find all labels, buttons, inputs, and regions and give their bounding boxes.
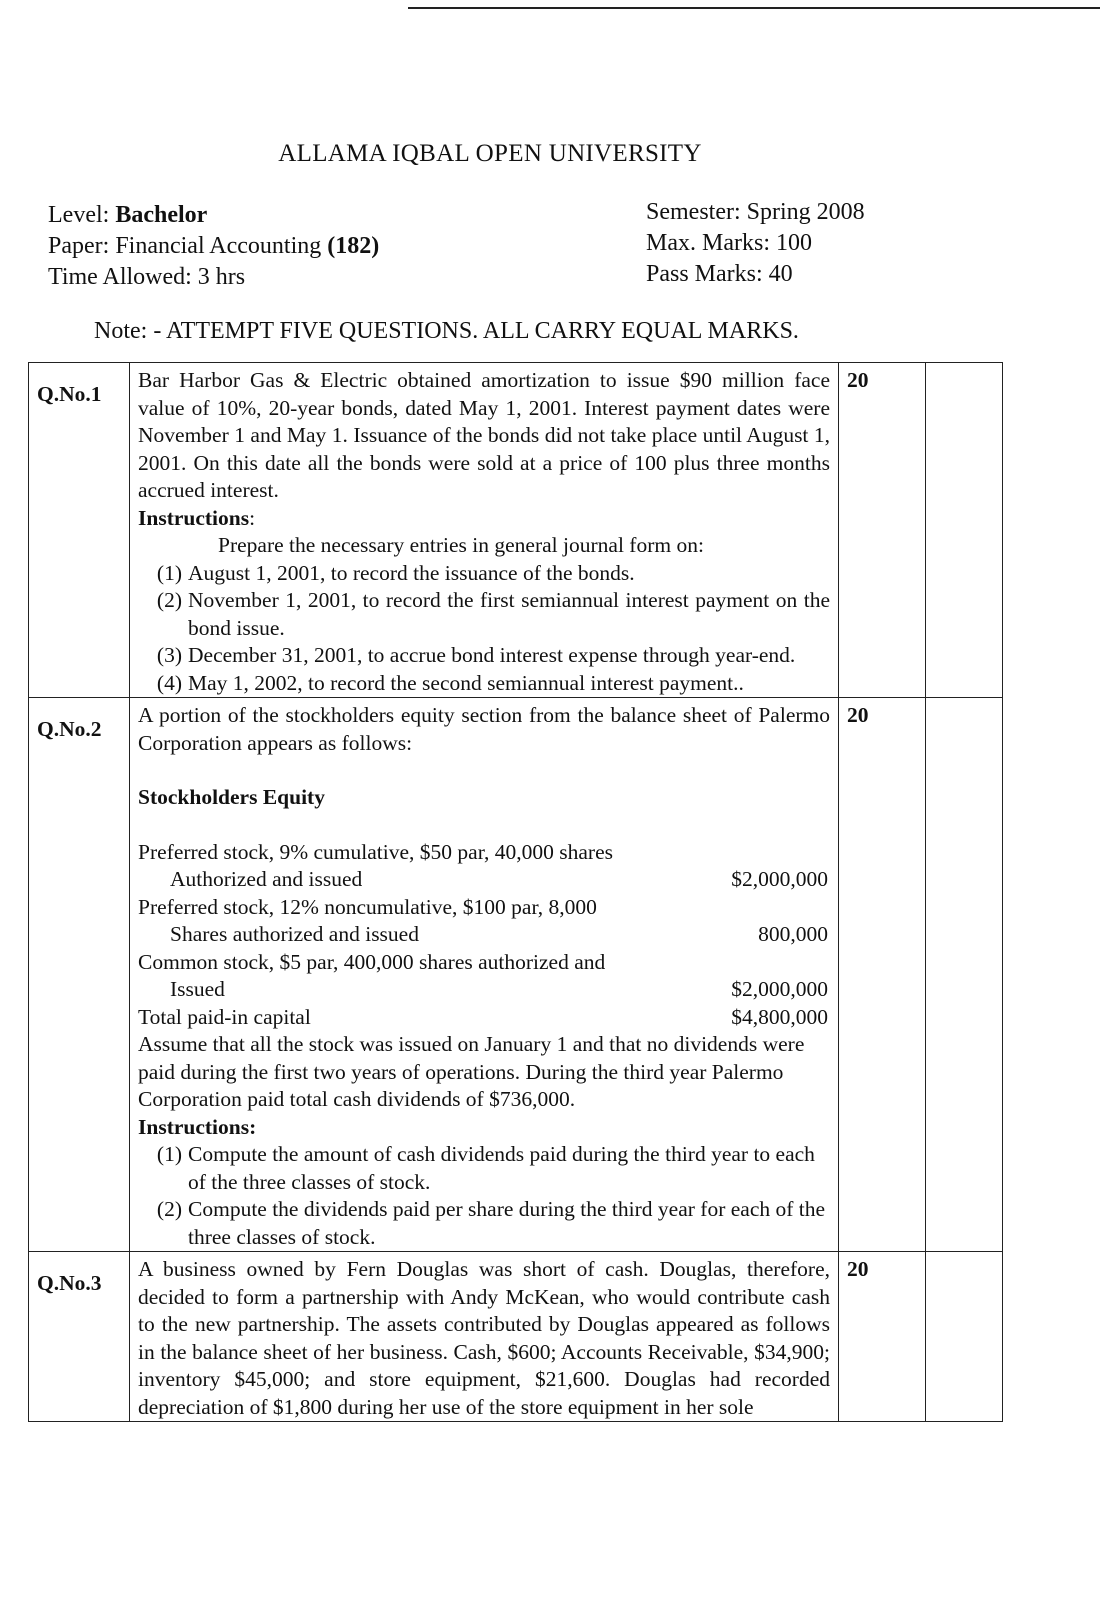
question-number: Q.No.3	[29, 1252, 130, 1422]
instructions-lead: Prepare the necessary entries in general journal form on:	[218, 533, 704, 557]
instruction-list	[138, 1141, 830, 1251]
paper-code: (182)	[327, 233, 380, 259]
equity-table	[138, 839, 830, 1032]
question-marks: 20	[839, 698, 926, 1252]
equity-row: Preferred stock, 9% cumulative, $50 par, 40,000 shares Authorized and issued $2,000,000	[138, 839, 828, 891]
question-row	[29, 698, 1003, 1252]
university-title: ALLAMA IQBAL OPEN UNIVERSITY	[278, 140, 702, 167]
list-item: (3) December 31, 2001, to accrue bond interest expense through year-end.	[156, 643, 796, 667]
list-item: (1) Compute the amount of cash dividends paid during the third year to each of the three classes of stock.	[156, 1142, 815, 1194]
question-body	[130, 363, 839, 698]
top-rule	[408, 7, 1100, 9]
question-body	[130, 1252, 839, 1422]
list-item: (4) May 1, 2002, to record the second semiannual interest payment..	[156, 670, 744, 695]
list-item: (2) November 1, 2001, to record the first semiannual interest payment on the bond issue.	[156, 588, 830, 640]
level-value: Bachelor	[115, 202, 208, 228]
list-item: (1) August 1, 2001, to record the issuance of the bonds.	[156, 560, 635, 585]
question-number: Q.No.2	[29, 698, 130, 1252]
instruction-list	[138, 560, 830, 698]
exam-meta-left	[48, 200, 379, 293]
instructions-heading: Instructions:	[138, 505, 256, 530]
equity-row: Common stock, $5 par, 400,000 shares authorized and Issued $2,000,000	[138, 949, 828, 1001]
question-row	[29, 1252, 1003, 1422]
instructions-heading: Instructions:	[138, 1114, 257, 1139]
question-marks: 20	[839, 1252, 926, 1422]
paper-line: Paper: Financial Accounting (182)	[48, 233, 380, 259]
section-title: Stockholders Equity	[138, 785, 325, 809]
question-row	[29, 363, 1003, 698]
question-body	[130, 698, 839, 1252]
equity-row: Preferred stock, 12% noncumulative, $100 par, 8,000 Shares authorized and issued 800,000	[138, 894, 828, 946]
exam-note: Note: - ATTEMPT FIVE QUESTIONS. ALL CARRY EQUAL MARKS.	[94, 318, 799, 344]
exam-meta-right	[646, 197, 865, 290]
max-marks: Max. Marks: 100	[646, 230, 812, 256]
question-text: A business owned by Fern Douglas was short of cash. Douglas, therefore, decided to form a partnership with Andy McKean, who would contribute cash to the new partnership. The assets contributed by Douglas appeared as follows in the balance sheet of her business. Cash, $600; Accounts Receivable, $34,900; inventory $45,000; and store equipment, $21,600. Douglas had recorded depreciation of $1,800 during her use of the store equipment in her sole	[138, 1257, 830, 1419]
list-item: (2) Compute the dividends paid per share during the third year for each of the three classes of stock.	[156, 1197, 826, 1249]
question-text: A portion of the stockholders equity section from the balance sheet of Palermo Corporation appears as follows:	[138, 703, 830, 755]
question-text: Assume that all the stock was issued on January 1 and that no dividends were paid during the first two years of operations. During the third year Palermo Corporation paid total cash dividends of $736,000.	[138, 1032, 805, 1111]
question-marks: 20	[839, 363, 926, 698]
pass-marks: Pass Marks: 40	[646, 261, 793, 287]
question-number: Q.No.1	[29, 363, 130, 698]
time-allowed: Time Allowed: 3 hrs	[48, 264, 246, 290]
semester: Semester: Spring 2008	[646, 199, 865, 225]
equity-total-row: Total paid-in capital $4,800,000	[138, 1004, 828, 1029]
questions-table	[28, 362, 1003, 1422]
level-line: Level: Bachelor	[48, 202, 208, 228]
question-text: Bar Harbor Gas & Electric obtained amortization to issue $90 million face value of 10%, 20-year bonds, dated May 1, 2001. Interest payment dates were November 1 and May 1. Issuance of the bonds did not take place until August 1, 2001. On this date all the bonds were sold at a price of 100 plus three months accrued interest.	[138, 368, 830, 502]
